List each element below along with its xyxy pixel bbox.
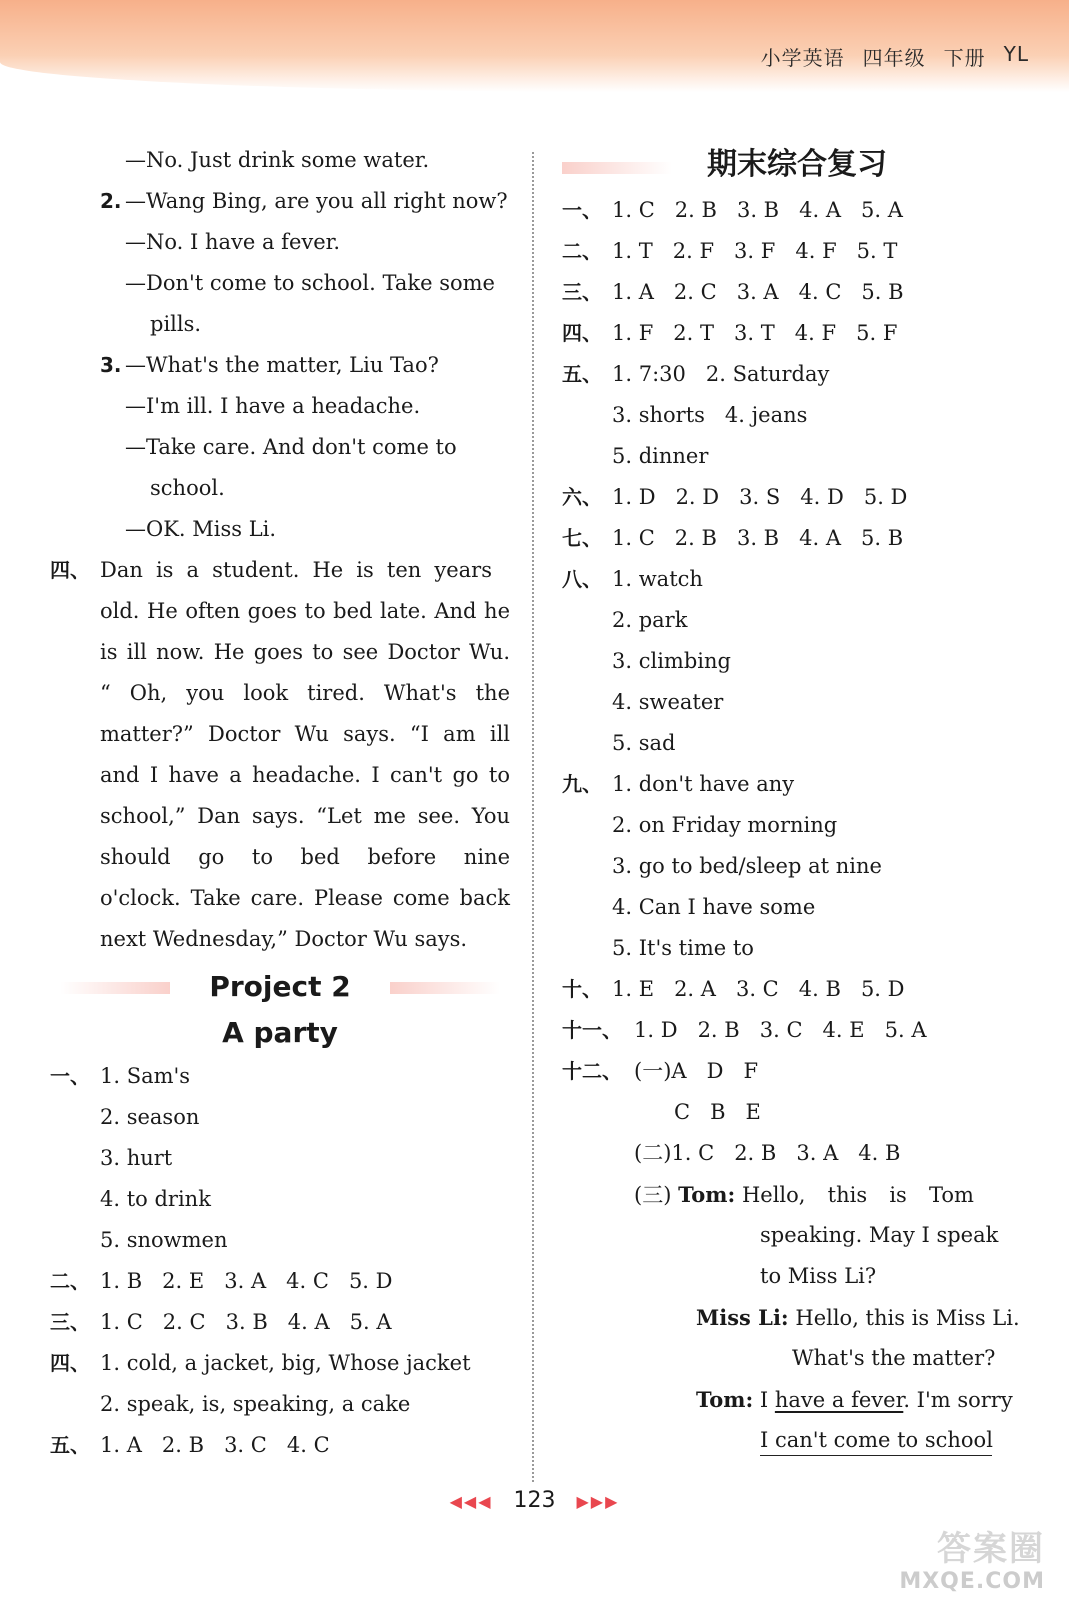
passage-line xyxy=(50,550,510,591)
speaker-miss-li: Miss Li: xyxy=(696,1305,789,1330)
answer-line: —No. I have a fever. xyxy=(125,230,341,254)
answer-text: 1. D 2. D 3. S 4. D 5. D xyxy=(612,485,908,509)
passage-line: is ill now. He goes to see Doctor Wu. xyxy=(100,640,510,664)
answer-line xyxy=(562,272,1032,313)
answer-text: 1. watch xyxy=(612,567,703,591)
dialogue-line xyxy=(562,1379,1032,1420)
watermark-site: MXQE.COM xyxy=(899,1569,1045,1594)
answer-line: —Take care. And don't come to xyxy=(125,435,457,459)
dialogue-line: to Miss Li? xyxy=(760,1264,877,1288)
left-arrows-icon: ◀◀◀ xyxy=(449,1492,493,1511)
answer-line: (二)1. C 2. B 3. A 4. B xyxy=(634,1141,901,1165)
section-mark: 八、 xyxy=(562,567,602,591)
dialogue-text: . I'm sorry xyxy=(903,1388,1013,1412)
answer-text: 1. E 2. A 3. C 4. B 5. D xyxy=(612,977,905,1001)
review-title xyxy=(562,140,1032,190)
answer-line: 2. speak, is, speaking, a cake xyxy=(100,1392,411,1416)
section-mark: 十二、 xyxy=(562,1059,622,1083)
passage-line: old. He often goes to bed late. And he xyxy=(100,599,510,623)
answer-text: 1. B 2. E 3. A 4. C 5. D xyxy=(100,1269,393,1293)
section-mark: 四、 xyxy=(562,321,602,345)
answer-line: 3. hurt xyxy=(100,1146,173,1170)
section-mark: 二、 xyxy=(50,1269,90,1293)
section-mark: 五、 xyxy=(50,1433,90,1457)
answer-line: 3. shorts 4. jeans xyxy=(612,403,808,427)
page-number: 123 xyxy=(513,1488,556,1513)
passage-line: o'clock. Take care. Please come back xyxy=(100,886,510,910)
answer-line: —OK. Miss Li. xyxy=(125,517,277,541)
answer-line xyxy=(562,354,1032,395)
dialogue-line xyxy=(562,1420,1032,1461)
answer-text: 1. D 2. B 3. C 4. E 5. A xyxy=(634,1018,927,1042)
header-subject: 小学英语 xyxy=(760,46,845,70)
answer-line xyxy=(50,1261,510,1302)
review-title-text: 期末综合复习 xyxy=(707,147,887,182)
section-mark: 七、 xyxy=(562,526,602,550)
answer-line xyxy=(50,181,510,222)
answer-text: 1. T 2. F 3. F 4. F 5. T xyxy=(612,239,898,263)
answer-line: —I'm ill. I have a headache. xyxy=(125,394,421,418)
section-mark: 十一、 xyxy=(562,1018,622,1042)
section-mark: 一、 xyxy=(50,1064,90,1088)
page-footer xyxy=(0,1488,1069,1513)
section-mark: 一、 xyxy=(562,198,602,222)
answer-line: C B E xyxy=(674,1100,761,1124)
answer-text: 1. C 2. B 3. B 4. A 5. B xyxy=(612,526,904,550)
answer-line: 2. season xyxy=(100,1105,200,1129)
section-mark: 四、 xyxy=(50,558,90,582)
answer-line xyxy=(562,969,1032,1010)
passage-line: should go to bed before nine xyxy=(100,845,510,869)
right-column xyxy=(562,140,1032,1461)
dialogue-text: Hello, this is Miss Li. xyxy=(795,1306,1020,1330)
answer-text: 1. A 2. B 3. C 4. C xyxy=(100,1433,330,1457)
dialogue-text: Hello, this is Tom xyxy=(741,1183,974,1207)
header-grade: 四年级 xyxy=(862,46,926,70)
project-title-text: Project 2 xyxy=(209,970,351,1003)
dialogue-line xyxy=(562,1297,1032,1338)
answer-line xyxy=(562,190,1032,231)
answer-line xyxy=(562,559,1032,600)
passage-line: “ Oh, you look tired. What's the xyxy=(100,681,510,705)
section-mark: 三、 xyxy=(562,280,602,304)
speaker-tom: Tom: xyxy=(696,1387,754,1412)
dialogue-line: What's the matter? xyxy=(792,1346,996,1370)
section-mark: 六、 xyxy=(562,485,602,509)
answer-line: 4. sweater xyxy=(612,690,724,714)
section-mark: 三、 xyxy=(50,1310,90,1334)
answer-line xyxy=(562,477,1032,518)
title-decoration xyxy=(390,982,500,994)
answer-line xyxy=(562,764,1032,805)
dialogue-line: speaking. May I speak xyxy=(760,1223,999,1247)
answer-text: (一)A D F xyxy=(634,1059,759,1083)
answer-line xyxy=(50,1056,510,1097)
answer-line xyxy=(562,231,1032,272)
section-mark: 五、 xyxy=(562,362,602,386)
passage-text: Dan is a student. He is ten years xyxy=(100,558,492,582)
answer-text: —What's the matter, Liu Tao? xyxy=(125,353,439,377)
column-divider xyxy=(532,152,534,1482)
answer-line: 2. park xyxy=(612,608,688,632)
answer-line xyxy=(562,1010,1032,1051)
project-subtitle: A party xyxy=(222,1016,338,1049)
answer-text: 1. F 2. T 3. T 4. F 5. F xyxy=(612,321,898,345)
answer-line: 2. on Friday morning xyxy=(612,813,838,837)
title-decoration xyxy=(562,162,672,174)
answer-line: 5. It's time to xyxy=(612,936,754,960)
answer-line: —No. Just drink some water. xyxy=(125,148,430,172)
answer-line: 3. go to bed/sleep at nine xyxy=(612,854,882,878)
answer-text: 1. C 2. B 3. B 4. A 5. A xyxy=(612,198,903,222)
answer-line: 3. climbing xyxy=(612,649,731,673)
answer-line: school. xyxy=(150,476,225,500)
answer-line xyxy=(562,518,1032,559)
answer-line xyxy=(50,345,510,386)
answer-line xyxy=(562,1051,1032,1092)
answer-text: 1. Sam's xyxy=(100,1064,191,1088)
answer-line: pills. xyxy=(150,312,202,336)
underlined-answer: have a fever xyxy=(774,1388,904,1412)
dialogue-line xyxy=(562,1174,1032,1215)
section-mark: 二、 xyxy=(562,239,602,263)
answer-line: 5. sad xyxy=(612,731,676,755)
project-title xyxy=(50,964,510,1010)
answer-text: 1. C 2. C 3. B 4. A 5. A xyxy=(100,1310,392,1334)
answer-line xyxy=(50,1302,510,1343)
right-arrows-icon: ▶▶▶ xyxy=(576,1492,620,1511)
header-volume: 下册 xyxy=(943,46,986,70)
section-mark: 十、 xyxy=(562,977,602,1001)
header-book-info xyxy=(761,42,1029,71)
passage-line: next Wednesday,” Doctor Wu says. xyxy=(100,927,468,951)
section-mark: 四、 xyxy=(50,1351,90,1375)
answer-text: 1. don't have any xyxy=(612,772,795,796)
answer-text: —Wang Bing, are you all right now? xyxy=(125,189,508,213)
dialogue-text: I xyxy=(759,1388,775,1412)
answer-text: 1. cold, a jacket, big, Whose jacket xyxy=(100,1351,471,1375)
watermark-logo: 答案圈 xyxy=(937,1529,1045,1569)
item-number: 2. xyxy=(100,189,122,213)
passage-line: and I have a headache. I can't go to xyxy=(100,763,510,787)
answer-line: 5. snowmen xyxy=(100,1228,228,1252)
title-decoration xyxy=(60,982,170,994)
underlined-answer: I can't come to school xyxy=(760,1425,992,1456)
answer-text: 1. 7:30 2. Saturday xyxy=(612,362,830,386)
answer-line: 4. to drink xyxy=(100,1187,211,1211)
section-mark: 九、 xyxy=(562,772,602,796)
answer-line xyxy=(50,1425,510,1466)
passage-line: school,” Dan says. “Let me see. You xyxy=(100,804,510,828)
answer-line xyxy=(50,1343,510,1384)
passage-line: matter?” Doctor Wu says. “I am ill xyxy=(100,722,510,746)
header-edition: YL xyxy=(1003,42,1029,66)
left-column xyxy=(50,140,510,1466)
speaker-tom: Tom: xyxy=(678,1182,736,1207)
answer-line: 4. Can I have some xyxy=(612,895,816,919)
answer-text: 1. A 2. C 3. A 4. C 5. B xyxy=(612,280,904,304)
answer-line: —Don't come to school. Take some xyxy=(125,271,495,295)
dialogue-section-label: (三) xyxy=(634,1183,672,1207)
answer-line xyxy=(562,313,1032,354)
answer-line: 5. dinner xyxy=(612,444,709,468)
item-number: 3. xyxy=(100,353,122,377)
